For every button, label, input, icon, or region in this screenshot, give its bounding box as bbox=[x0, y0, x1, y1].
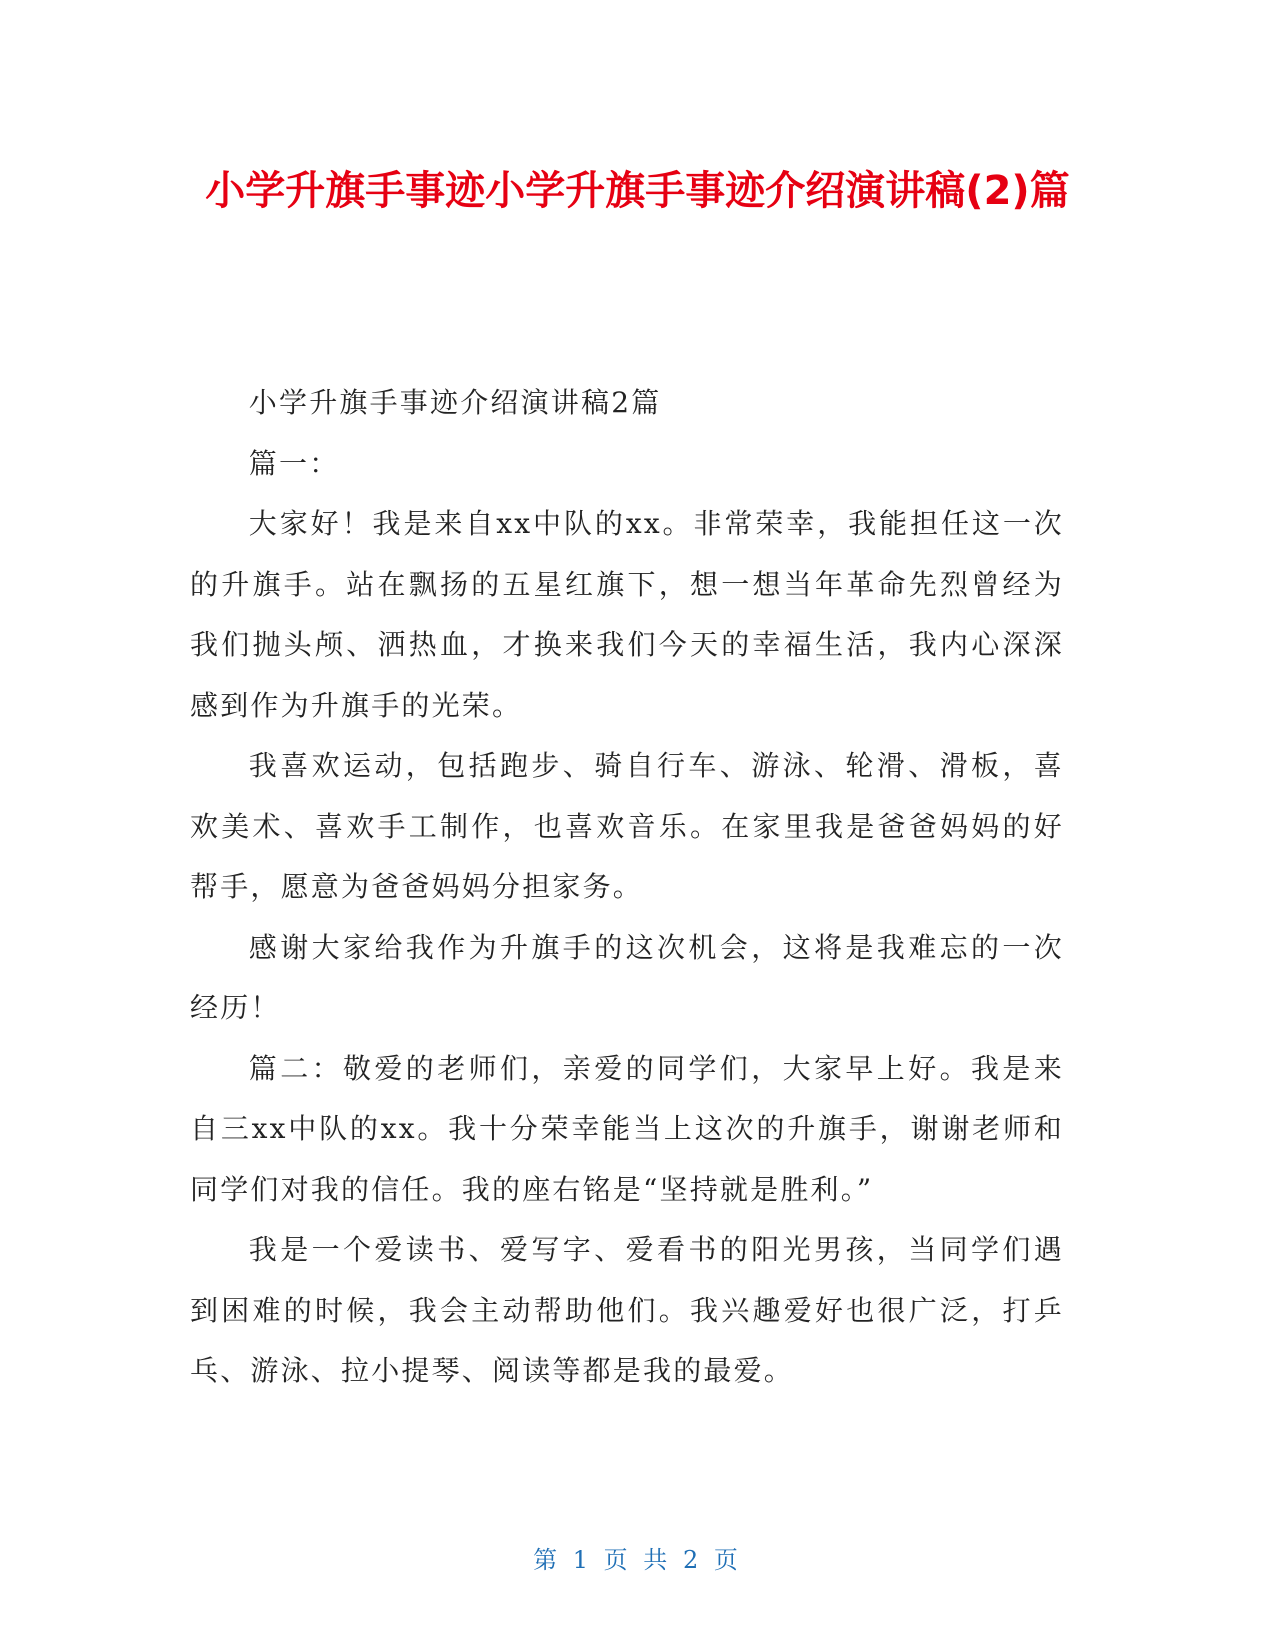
paragraph: 大家好！我是来自xx中队的xx。非常荣幸，我能担任这一次的升旗手。站在飘扬的五星红旗下，想一想当年革命先烈曾经为我们抛头颅、洒热血，才换来我们今天的幸福生活，我内心深深感到作为升旗手的光荣。 bbox=[190, 507, 1064, 722]
paragraph-section-one-label: 篇一： bbox=[248, 446, 340, 480]
paragraph: 篇二：敬爱的老师们，亲爱的同学们，大家早上好。我是来自三xx中队的xx。我十分荣幸能当上这次的升旗手，谢谢老师和同学们对我的信任。我的座右铭是“坚持就是胜利。” bbox=[190, 1051, 1064, 1206]
paragraph: 感谢大家给我作为升旗手的这次机会，这将是我难忘的一次经历！ bbox=[190, 930, 1064, 1024]
document-body bbox=[190, 373, 1064, 1402]
paragraph: 我喜欢运动，包括跑步、骑自行车、游泳、轮滑、滑板，喜欢美术、喜欢手工制作，也喜欢音乐。在家里我是爸爸妈妈的好帮手，愿意为爸爸妈妈分担家务。 bbox=[190, 749, 1064, 903]
paragraph: 我是一个爱读书、爱写字、爱看书的阳光男孩，当同学们遇到困难的时候，我会主动帮助他们。我兴趣爱好也很广泛，打乒乓、游泳、拉小提琴、阅读等都是我的最爱。 bbox=[190, 1233, 1064, 1387]
page-number-footer: 第 1 页 共 2 页 bbox=[533, 1546, 742, 1574]
paragraph-subtitle: 小学升旗手事迹介绍演讲稿2篇 bbox=[248, 386, 662, 419]
document-title: 小学升旗手事迹小学升旗手事迹介绍演讲稿(2)篇 bbox=[205, 168, 1070, 214]
